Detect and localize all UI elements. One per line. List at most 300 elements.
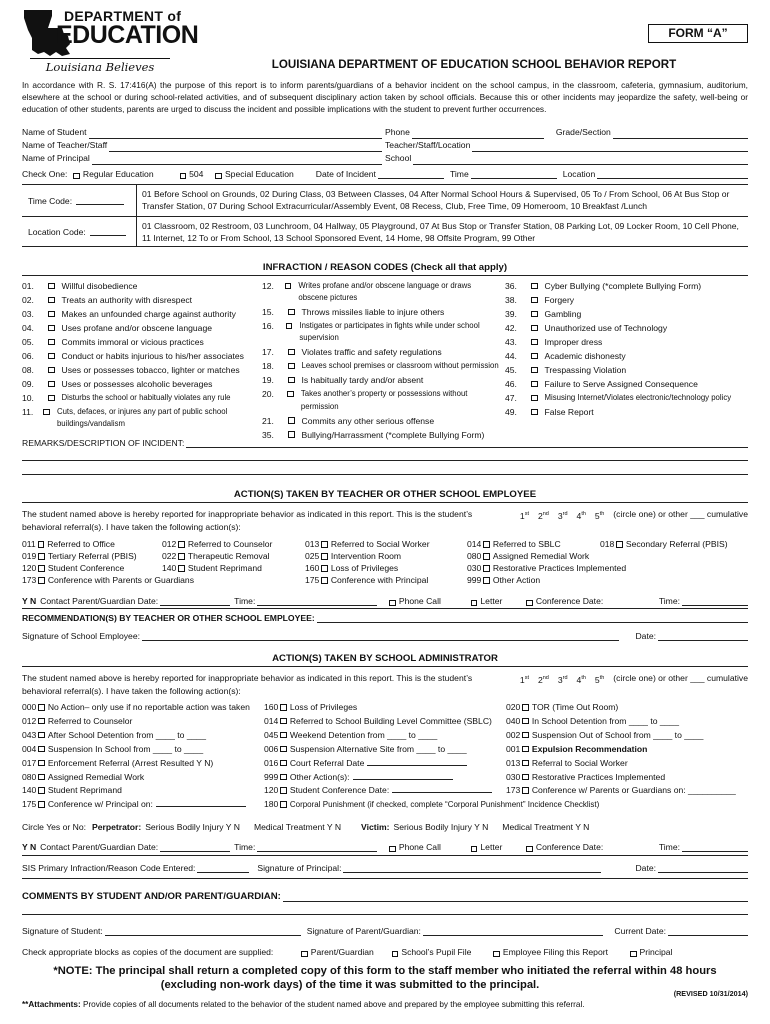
infraction-label: Leaves school premises or classroom without permission: [301, 361, 499, 371]
action-checkbox[interactable]: [483, 565, 490, 572]
principal-copy-label: Principal: [639, 947, 673, 957]
teacher-actions-grid: [22, 538, 748, 588]
infraction-checkbox[interactable]: [531, 297, 538, 304]
action-checkbox[interactable]: [38, 553, 45, 560]
perpetrator-medical[interactable]: Medical Treatment Y N: [253, 822, 342, 832]
infraction-label: Improper dress: [544, 337, 603, 347]
school-field[interactable]: [413, 156, 748, 165]
admin-action-code: 080: [22, 771, 37, 782]
teacher-actions-col-2: [162, 538, 307, 574]
action-label: Student Reprimand: [187, 563, 262, 573]
504-label: 504: [189, 169, 204, 179]
infraction-code: 06.: [22, 351, 34, 361]
infraction-label: Treats an authority with disrespect: [61, 295, 193, 305]
infraction-label: Unauthorized use of Technology: [544, 323, 668, 333]
time-codes-text: 01 Before School on Grounds, 02 During Class, 03 Between Classes, 04 After Normal School Hours & Supervised, 05 To / From School, 06 At Bus Stop or Transfer Station, 07 During School Extracurricular/Assembly Event, 08 Recess, Club, Free Time, 09 Homeroom, 10 Breakfast /Lunch: [142, 189, 730, 211]
teacher-phone-call-label: Phone Call: [398, 596, 441, 606]
admin-action-checkbox[interactable]: [280, 760, 287, 767]
admin-action-item: [264, 743, 509, 757]
name-of-teacher-label: Name of Teacher/Staff: [22, 140, 108, 150]
admin-action-checkbox[interactable]: [280, 746, 287, 753]
name-of-teacher-field[interactable]: [109, 143, 382, 152]
time-label: Time: [449, 169, 469, 179]
time-code-label: Time Code:: [28, 195, 73, 206]
admin-conference-checkbox[interactable]: [526, 846, 533, 853]
infraction-checkbox[interactable]: [287, 391, 294, 398]
regular-education-checkbox[interactable]: [73, 173, 80, 180]
principal-date-field[interactable]: [658, 864, 748, 873]
sis-label: SIS Primary Infraction/Reason Code Entered:: [22, 863, 196, 873]
location-label: Location: [562, 169, 596, 179]
infraction-checkbox[interactable]: [288, 309, 295, 316]
admin-action-item: [506, 715, 751, 729]
teacher-time-label: Time:: [234, 596, 256, 606]
action-label: Intervention Room: [330, 551, 402, 561]
action-checkbox[interactable]: [178, 565, 185, 572]
teacher-actions-col-5: [600, 538, 750, 550]
admin-action-checkbox[interactable]: [38, 787, 45, 794]
victim-medical[interactable]: Medical Treatment Y N: [502, 822, 590, 832]
admin-action-label: No Action– only use if no reportable action was taken: [47, 702, 250, 712]
teacher-actions-heading: ACTION(S) TAKEN BY TEACHER OR OTHER SCHOOL EMPLOYEE: [22, 489, 748, 503]
admin-action-code: 120: [264, 785, 279, 796]
name-of-student-label: Name of Student: [22, 127, 87, 137]
student-signature-field[interactable]: [105, 927, 301, 936]
admin-action-label: Suspension Out of School from ____ to ____: [531, 729, 704, 740]
action-label: Conference with Parents or Guardians: [47, 575, 195, 585]
perpetrator-sbi[interactable]: Serious Bodily Injury Y N: [145, 822, 240, 832]
infraction-item: [262, 306, 502, 318]
comments-row: [22, 889, 748, 902]
admin-time-label: Time:: [234, 842, 256, 852]
admin-actions-col-1: [22, 701, 262, 812]
infraction-checkbox[interactable]: [288, 417, 295, 424]
admin-action-field[interactable]: [353, 771, 453, 780]
copies-row: [22, 946, 748, 957]
admin-action-label: Loss of Privileges: [289, 702, 358, 712]
action-label: Loss of Privileges: [330, 563, 399, 573]
action-code: 173: [22, 575, 37, 585]
action-item: [467, 562, 627, 574]
infraction-checkbox[interactable]: [48, 353, 55, 360]
admin-action-item: [506, 701, 751, 715]
infraction-label: Misusing Internet/Violates electronic/technology policy: [544, 393, 732, 402]
action-checkbox[interactable]: [38, 565, 45, 572]
action-checkbox[interactable]: [321, 565, 328, 572]
remarks-line-2[interactable]: [22, 460, 748, 461]
sis-row: [22, 862, 748, 873]
infraction-code: 18.: [262, 361, 274, 372]
admin-action-checkbox[interactable]: [522, 787, 529, 794]
action-code: 012: [162, 539, 177, 549]
action-item: [162, 550, 307, 562]
infraction-item: [505, 294, 750, 306]
ldoe-logo: [22, 2, 199, 74]
infraction-label: Gambling: [544, 309, 582, 319]
infraction-checkbox[interactable]: [48, 339, 55, 346]
infraction-label: Failure to Serve Assigned Consequence: [544, 379, 698, 389]
admin-action-checkbox[interactable]: [522, 732, 529, 739]
admin-action-checkbox[interactable]: [280, 787, 287, 794]
date-of-incident-field[interactable]: [378, 170, 444, 179]
admin-action-checkbox[interactable]: [38, 732, 45, 739]
action-label: Referred to Office: [47, 539, 115, 549]
copies-label: Check appropriate blocks as copies of the document are supplied:: [22, 947, 274, 957]
infraction-label: Uses or possesses tobacco, lighter or matches: [61, 365, 240, 375]
infraction-checkbox[interactable]: [48, 297, 55, 304]
infraction-label: Commits immoral or vicious practices: [61, 337, 204, 347]
perpetrator-label: Perpetrator:: [92, 822, 142, 832]
infraction-item: [22, 322, 252, 334]
infraction-checkbox[interactable]: [531, 353, 538, 360]
teacher-time2-label: Time:: [658, 596, 680, 606]
employee-filing-checkbox[interactable]: [493, 951, 500, 958]
teacher-conference-checkbox[interactable]: [526, 600, 533, 607]
admin-action-checkbox[interactable]: [522, 746, 529, 753]
teacher-contact-yn[interactable]: Y N: [22, 596, 37, 606]
infraction-item: [505, 364, 750, 376]
admin-action-checkbox[interactable]: [38, 746, 45, 753]
sis-field[interactable]: [197, 864, 249, 873]
teacher-phone-call-checkbox[interactable]: [389, 600, 396, 607]
injury-row: [22, 822, 748, 833]
infraction-checkbox[interactable]: [288, 363, 295, 370]
action-checkbox[interactable]: [483, 541, 490, 548]
infraction-label: Cuts, defaces, or injures any part of public school buildings/vandalism: [56, 407, 228, 429]
infraction-col-2: [262, 280, 502, 443]
infraction-checkbox[interactable]: [286, 323, 293, 330]
infraction-code: 38.: [505, 295, 517, 305]
date-of-incident-label: Date of Incident: [315, 169, 376, 179]
comments-line-2[interactable]: [22, 914, 748, 915]
infraction-item: [262, 388, 502, 412]
action-checkbox[interactable]: [616, 541, 623, 548]
infraction-item: [505, 392, 750, 404]
infraction-heading: INFRACTION / REASON CODES (Check all that apply): [22, 262, 748, 276]
infraction-item: [22, 336, 252, 348]
infraction-code: 46.: [505, 379, 517, 389]
special-education-label: Special Education: [224, 169, 294, 179]
infraction-item: [22, 308, 252, 320]
infraction-checkbox[interactable]: [288, 349, 295, 356]
admin-action-code: 006: [264, 743, 279, 754]
admin-action-item: [264, 715, 509, 729]
admin-action-code: 016: [264, 757, 279, 768]
infraction-label: Takes another’s property or possessions without permission: [300, 389, 468, 411]
infraction-code: 49.: [505, 407, 517, 417]
action-item: [22, 562, 162, 574]
principal-checkbox[interactable]: [630, 951, 637, 958]
admin-action-checkbox[interactable]: [280, 801, 287, 808]
principal-signature-label: Signature of Principal:: [257, 863, 342, 873]
admin-action-code: 014: [264, 715, 279, 726]
recommendation-row: [22, 612, 748, 623]
teacher-conference-date-label: Conference Date:: [535, 596, 604, 606]
action-label: Secondary Referral (PBIS): [625, 539, 728, 549]
admin-action-checkbox[interactable]: [38, 774, 45, 781]
parent-guardian-checkbox[interactable]: [301, 951, 308, 958]
check-one-label: Check One:: [22, 169, 68, 179]
infraction-checkbox[interactable]: [531, 409, 538, 416]
infraction-item: [505, 406, 750, 418]
admin-action-checkbox[interactable]: [280, 718, 287, 725]
infraction-checkbox[interactable]: [531, 311, 538, 318]
admin-action-label: Conference w/ Parents or Guardians on: __________: [531, 785, 736, 796]
action-checkbox[interactable]: [321, 553, 328, 560]
infraction-checkbox[interactable]: [531, 367, 538, 374]
action-checkbox[interactable]: [38, 577, 45, 584]
action-code: 030: [467, 563, 482, 573]
action-checkbox[interactable]: [483, 553, 490, 560]
infraction-checkbox[interactable]: [48, 381, 55, 388]
admin-action-code: 140: [22, 785, 37, 796]
infraction-code: 42.: [505, 323, 517, 333]
admin-phone-call-label: Phone Call: [398, 842, 441, 852]
teacher-statement: [22, 509, 748, 533]
action-item: [305, 550, 465, 562]
admin-action-code: 001: [506, 743, 521, 754]
admin-time-field[interactable]: [257, 843, 377, 852]
admin-phone-call-checkbox[interactable]: [389, 846, 396, 853]
infraction-label: Commits any other serious offense: [301, 415, 435, 426]
infraction-item: [262, 360, 502, 372]
infraction-checkbox[interactable]: [531, 283, 538, 290]
intro-paragraph: In accordance with R. S. 17:416(A) the purpose of this report is to inform parents/guardians of a behavior incident on the school campus, in the classroom, cafeteria, gymnasium, auditorium, elsewhere at the school or during school-related activities, and of subsequent disciplinary action taken by school officials. Because this or other incidents may jeopardize the safety, well-being or education of other students, parents are urged to discuss the incident and possible implications with the student to prevent further occurrences.: [22, 80, 748, 114]
infraction-item: [22, 350, 252, 362]
action-code: 175: [305, 575, 320, 585]
admin-action-field[interactable]: [156, 798, 246, 807]
action-code: 025: [305, 551, 320, 561]
note-line-1: *NOTE: The principal shall return a completed copy of this form to the staff member who initiated the referral within 48 hours: [53, 965, 717, 977]
infraction-code: 09.: [22, 379, 34, 389]
victim-sbi[interactable]: Serious Bodily Injury Y N: [393, 822, 489, 832]
admin-action-code: 004: [22, 743, 37, 754]
employee-signature-field[interactable]: [142, 632, 619, 641]
admin-action-label: Referred to Counselor: [47, 715, 133, 726]
admin-time2-field[interactable]: [682, 843, 748, 852]
infraction-item: [505, 336, 750, 348]
infraction-item: [22, 392, 252, 404]
location-code-label: Location Code:: [28, 226, 86, 237]
admin-action-label: Corporal Punishment (if checked, complete “Corporal Punishment” Incidence Checklist): [289, 800, 600, 810]
teacher-time2-field[interactable]: [682, 597, 748, 606]
admin-action-code: 180: [264, 799, 279, 810]
remarks-field[interactable]: [186, 439, 748, 448]
action-item: [22, 574, 195, 586]
infraction-checkbox[interactable]: [43, 409, 50, 416]
admin-action-code: 045: [264, 729, 279, 740]
action-item: [467, 538, 607, 550]
infraction-item: [262, 415, 502, 427]
form-label: FORM “A”: [648, 24, 748, 43]
admin-contact-yn[interactable]: Y N: [22, 842, 37, 852]
infraction-code: 16.: [262, 321, 274, 332]
teacher-location-field[interactable]: [472, 143, 748, 152]
action-code: 011: [22, 539, 36, 549]
location-codes-text: 01 Classroom, 02 Restroom, 03 Lunchroom, 04 Hallway, 05 Playground, 07 At Bus Stop or Transfer Station, 08 Parking Lot, 09 Locker Room, 10 Cell Phone, 11 Internet, 12 To or From School, 13 School Sponsored Event, 14 Home, 98 Offsite Program, 99 Other: [142, 221, 739, 243]
teacher-statement-text-2: behavioral referral(s). I have taken the following action(s):: [22, 521, 241, 532]
location-field[interactable]: [597, 170, 748, 179]
action-item: [162, 562, 307, 574]
infraction-code: 05.: [22, 337, 34, 347]
infraction-label: Academic dishonesty: [544, 351, 626, 361]
admin-action-label: Suspension In School from ____ to ____: [47, 743, 204, 754]
grade-section-field[interactable]: [613, 130, 748, 139]
action-checkbox[interactable]: [321, 541, 328, 548]
recommendation-field[interactable]: [317, 614, 748, 623]
admin-action-label: In School Detention from ____ to ____: [531, 715, 679, 726]
infraction-checkbox[interactable]: [48, 311, 55, 318]
infraction-label: Willful disobedience: [61, 281, 138, 291]
school-label: School: [385, 153, 412, 163]
infraction-col-3: [505, 280, 750, 420]
name-of-principal-label: Name of Principal: [22, 153, 90, 163]
infraction-checkbox[interactable]: [531, 395, 538, 402]
infraction-item: [262, 280, 502, 304]
infraction-item: [505, 350, 750, 362]
admin-action-field[interactable]: [367, 757, 467, 766]
admin-contact-row: [22, 841, 748, 852]
parent-signature-field[interactable]: [423, 927, 603, 936]
admin-action-checkbox[interactable]: [280, 704, 287, 711]
action-checkbox[interactable]: [321, 577, 328, 584]
admin-action-checkbox[interactable]: [280, 774, 287, 781]
phone-label: Phone: [385, 127, 410, 137]
pupil-file-checkbox[interactable]: [392, 951, 399, 958]
admin-action-code: 012: [22, 715, 37, 726]
infraction-code: 43.: [505, 337, 517, 347]
admin-action-label: Other Action(s):: [289, 771, 350, 782]
action-item: [22, 550, 162, 562]
infraction-label: False Report: [544, 407, 594, 417]
principal-note: [22, 964, 748, 992]
infraction-checkbox[interactable]: [288, 377, 295, 384]
infraction-label: Violates traffic and safety regulations: [301, 347, 442, 358]
check-one-row: [22, 166, 748, 179]
infraction-item: [505, 280, 750, 292]
infraction-checkbox[interactable]: [48, 283, 55, 290]
infraction-checkbox[interactable]: [531, 339, 538, 346]
infraction-checkbox[interactable]: [48, 367, 55, 374]
infraction-label: Conduct or habits injurious to his/her associates: [61, 351, 244, 361]
teacher-contact-label: Contact Parent/Guardian Date:: [40, 596, 159, 606]
admin-action-checkbox[interactable]: [38, 718, 45, 725]
victim-label: Victim:: [361, 822, 390, 832]
action-checkbox[interactable]: [38, 541, 45, 548]
infraction-checkbox[interactable]: [531, 381, 538, 388]
admin-action-item: [22, 729, 262, 743]
action-checkbox[interactable]: [178, 553, 185, 560]
action-code: 018: [600, 539, 615, 549]
admin-letter-checkbox[interactable]: [471, 846, 478, 853]
infraction-code: 36.: [505, 281, 517, 291]
phone-field[interactable]: [412, 130, 544, 139]
infraction-checkbox[interactable]: [48, 395, 55, 402]
location-code-cell: [22, 217, 137, 246]
action-code: 022: [162, 551, 177, 561]
special-education-checkbox[interactable]: [215, 173, 222, 180]
infraction-label: Trespassing Violation: [544, 365, 627, 375]
infraction-label: Disturbs the school or habitually violates any rule: [61, 393, 231, 402]
infraction-item: [262, 374, 502, 386]
admin-action-label: Assigned Remedial Work: [47, 771, 145, 782]
action-label: Conference with Principal: [330, 575, 429, 585]
admin-time2-label: Time:: [658, 842, 680, 852]
action-item: [22, 538, 162, 550]
teacher-statement-text: The student named above is hereby reported for inappropriate behavior as indicated in this report. This is the student’s: [22, 509, 473, 519]
admin-contact-date-field[interactable]: [160, 843, 230, 852]
employee-date-field[interactable]: [658, 632, 748, 641]
admin-action-label: Court Referral Date: [289, 757, 365, 768]
admin-action-code: 020: [506, 702, 521, 712]
infraction-checkbox[interactable]: [531, 325, 538, 332]
admin-action-checkbox[interactable]: [38, 760, 45, 767]
admin-action-item: [264, 757, 509, 771]
comments-field[interactable]: [283, 893, 748, 902]
admin-contact-label: Contact Parent/Guardian Date:: [40, 842, 159, 852]
admin-action-checkbox[interactable]: [522, 760, 529, 767]
name-of-principal-field[interactable]: [92, 156, 382, 165]
teacher-contact-date-field[interactable]: [160, 597, 230, 606]
admin-action-checkbox[interactable]: [280, 732, 287, 739]
action-label: Therapeutic Removal: [187, 551, 270, 561]
admin-actions-col-3: [506, 701, 751, 798]
action-checkbox[interactable]: [483, 577, 490, 584]
admin-action-checkbox[interactable]: [38, 704, 45, 711]
admin-action-item: [264, 784, 509, 798]
admin-action-checkbox[interactable]: [38, 801, 45, 808]
infraction-label: Forgery: [544, 295, 575, 305]
infraction-checkbox[interactable]: [285, 283, 292, 290]
admin-action-item: [22, 784, 262, 798]
admin-action-item: [506, 757, 751, 771]
time-field[interactable]: [471, 170, 557, 179]
employee-date-label: Date:: [635, 631, 656, 641]
current-date-field[interactable]: [668, 927, 748, 936]
infraction-item: [22, 294, 252, 306]
infraction-code: 17.: [262, 347, 274, 358]
action-item: [305, 562, 465, 574]
time-code-cell: [22, 185, 137, 216]
action-label: Assigned Remedial Work: [492, 551, 590, 561]
page-title: LOUISIANA DEPARTMENT OF EDUCATION SCHOOL BEHAVIOR REPORT: [271, 58, 677, 71]
admin-action-checkbox[interactable]: [522, 704, 529, 711]
admin-action-label: Referral to Social Worker: [531, 757, 628, 768]
name-of-student-field[interactable]: [89, 130, 383, 139]
logo-education-text: EDUCATION: [56, 21, 199, 49]
codes-table: [22, 184, 748, 247]
504-checkbox[interactable]: [180, 173, 187, 180]
admin-action-code: 013: [506, 757, 521, 768]
infraction-col-1: [22, 280, 252, 432]
infraction-code: 35.: [262, 429, 274, 440]
time-code-field[interactable]: [76, 196, 124, 205]
infraction-checkbox[interactable]: [48, 325, 55, 332]
action-item: [162, 538, 307, 550]
admin-statement-text-2: behavioral referral(s). I have taken the following action(s):: [22, 685, 241, 696]
admin-action-checkbox[interactable]: [522, 774, 529, 781]
remarks-line-3[interactable]: [22, 474, 748, 475]
circle-yes-no-label: Circle Yes or No:: [22, 822, 87, 832]
action-checkbox[interactable]: [178, 541, 185, 548]
teacher-letter-label: Letter: [480, 596, 503, 606]
teacher-time-field[interactable]: [257, 597, 377, 606]
principal-signature-field[interactable]: [343, 864, 601, 873]
teacher-letter-checkbox[interactable]: [471, 600, 478, 607]
location-code-field[interactable]: [90, 227, 126, 236]
admin-action-checkbox[interactable]: [522, 718, 529, 725]
admin-action-field[interactable]: [392, 784, 492, 793]
